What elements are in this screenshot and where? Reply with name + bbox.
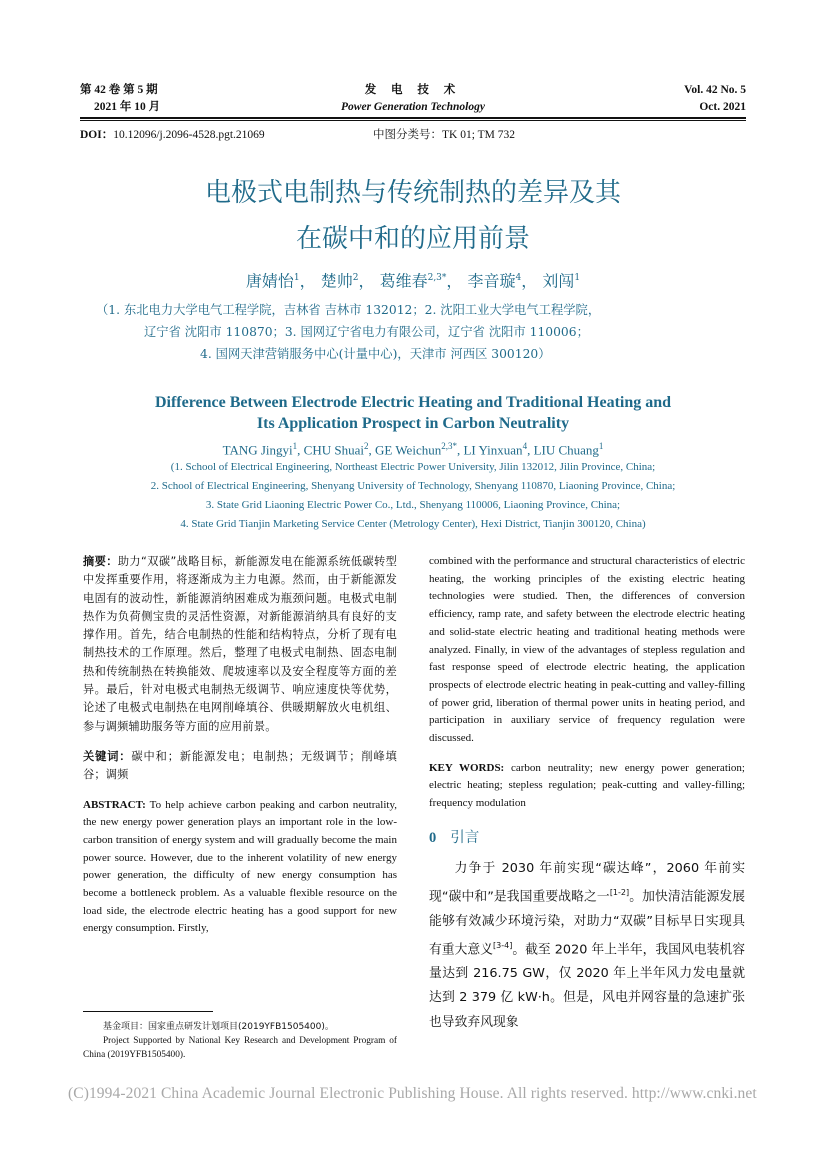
abstract-cn-label: 摘要： xyxy=(83,555,118,568)
affiliation-line: （1. 东北电力大学电气工程学院，吉林省 吉林市 132012；2. 沈阳工业大学电气工程学院， xyxy=(96,303,601,317)
header-center xyxy=(80,82,746,116)
classification-code: 中图分类号：TK 01; TM 732 xyxy=(373,129,515,141)
affiliation-line: (1. School of Electrical Engineering, Northeast Electric Power University, Jilin 132012, Jilin Province, China; xyxy=(170,461,656,473)
author-name: 楚帅 xyxy=(320,271,353,291)
keywords-cn-text: 碳中和；新能源发电；电制热；无级调节；削峰填谷；调频 xyxy=(83,749,397,782)
author-name: 刘闯 xyxy=(542,271,575,291)
abstract-cn xyxy=(83,553,397,736)
author-affil-mark: 1 xyxy=(598,441,604,451)
abstract-en-part2: combined with the performance and structural characteristics of electric heating, the working principles of the existing electric heating technologies were studied. Then, the differences of conversion efficiency, ramp rate, and safety between the electrode electric heating and solid-state electric heating and traditional heating methods were analyzed. Finally, in view of the advantages of stepless regulation and fast response speed of electrode electric heating, the application prospects of electrode electric heating in peak-cutting and valley-filling of power grid, liberation of thermal power units in heating period, and participation in auxiliary service of frequency regulation were discussed. xyxy=(429,555,745,745)
title-en xyxy=(80,392,746,434)
author-affil-mark: 2,3* xyxy=(427,273,447,283)
citation-ref[interactable]: [3-4] xyxy=(493,940,513,950)
author-name: TANG Jingyi xyxy=(222,442,293,458)
keywords-en xyxy=(429,760,745,813)
right-column xyxy=(429,553,745,1035)
keywords-cn-label: 关键词： xyxy=(83,749,132,763)
keywords-cn xyxy=(83,748,397,785)
journal-name-en: Power Generation Technology xyxy=(341,101,485,113)
affiliation-line: 辽宁省 沈阳市 110870；3. 国网辽宁省电力有限公司，辽宁省 沈阳市 110006； xyxy=(144,325,589,339)
volume-en: Vol. 42 No. 5 xyxy=(684,84,746,96)
author-name: 唐婧怡 xyxy=(245,271,294,291)
section-number: 0 xyxy=(429,829,437,846)
authors-cn: 唐婧怡$^1$， 楚帅$^2$， 葛维春$^{2,3*}$， 李音璇$^4$， 刘闯$^1$ xyxy=(245,271,581,291)
abstract-en-label: ABSTRACT: xyxy=(83,798,146,811)
author-name: CHU Shuai xyxy=(303,442,364,458)
affiliation-line: 4. State Grid Tianjin Marketing Service Center (Metrology Center), Hexi District, Tianjin 300120, China) xyxy=(180,518,646,530)
abstract-cn-text: 助力“双碳”战略目标，新能源发电在能源系统低碳转型中发挥重要作用，将逐渐成为主力电源。然而，由于新能源发电固有的波动性，新能源消纳困难成为瓶颈问题。电极式电制热作为负荷侧宝贵的灵活性资源，对新能源消纳具有良好的支撑作用。首先，结合电制热的性能和结构特点，分析了现有电制热技术的工作原理。然后，整理了电极式电制热、固态电制热和传统制热在转换能效、爬坡速率以及安全程度等方面的差异。最后，针对电极式电制热无级调节、响应速度快等优势，论述了电极式电制热在电网削峰填谷、供暖期解放火电机组、参与调频辅助服务等方面的应用前景。 xyxy=(83,555,397,733)
abstract-en-text: To help achieve carbon peaking and carbon neutrality, the new energy power generation plays an important role in the low-carbon transition of energy system and will gradually become the main power source. However, due to the inherent volatility of new energy power generation, the difficulty of new energy consumption has become a bottleneck problem. As a valuable flexible resource on the load side, the electrode electric heating has a good support for new energy consumption. Firstly, xyxy=(83,798,397,935)
intro-text: 。截至 2020 年上半年，我国风电装机容量达到 216.75 GW，仅 2020 年上半年风力发电量就达到 2 379 亿 kW·h。但是，风电并网容量的急速扩张也导致弃风现象 xyxy=(429,941,746,1030)
footnote-rule xyxy=(83,1011,213,1012)
author-name: LI Yinxuan xyxy=(463,442,523,458)
author-affil-mark: 2,3* xyxy=(441,441,457,451)
affiliations-en xyxy=(80,458,746,534)
author-affil-mark: 1 xyxy=(292,441,298,451)
author-affil-mark: 2 xyxy=(363,441,369,451)
keywords-en-text: carbon neutrality; new energy power generation; electric heating; stepless regulation; peak-cutting and valley-filling; frequency modulation xyxy=(429,761,745,810)
introduction-paragraph xyxy=(429,857,745,1035)
author-affil-mark: 2 xyxy=(352,273,359,283)
title-en-line1: Difference Between Electrode Electric Heating and Traditional Heating and xyxy=(154,394,672,411)
volume-cn: 第 42 卷 第 5 期 xyxy=(80,84,158,96)
abstract-en-part1 xyxy=(83,797,397,939)
left-column xyxy=(83,553,397,938)
keywords-en-label: KEY WORDS: xyxy=(429,761,505,774)
author-affil-mark: 4 xyxy=(515,273,522,283)
affiliation-line: 2. School of Electrical Engineering, Shenyang University of Technology, Shenyang 110870, Liaoning Province, China; xyxy=(150,480,676,492)
title-en-line2: Its Application Prospect in Carbon Neutrality xyxy=(256,415,570,432)
author-affil-mark: 1 xyxy=(574,273,581,283)
copyright-watermark: (C)1994-2021 China Academic Journal Electronic Publishing House. All rights reserved. http://www.cnki.net xyxy=(68,1085,757,1102)
header-right xyxy=(684,82,746,116)
header-rule-thin xyxy=(80,120,746,121)
affiliations-cn xyxy=(96,299,736,365)
footnote-funding-cn: 基金项目：国家重点研发计划项目(2019YFB1505400)。 xyxy=(103,1022,334,1032)
title-cn-line1: 电极式电制热与传统制热的差异及其 xyxy=(204,178,621,208)
author-name: GE Weichun xyxy=(374,442,442,458)
affiliation-line: 3. State Grid Liaoning Electric Power Co., Ltd., Shenyang 110006, Liaoning Province, China; xyxy=(205,499,621,511)
running-header xyxy=(80,82,746,116)
title-cn xyxy=(80,170,746,262)
date-en: Oct. 2021 xyxy=(699,101,746,113)
doi-label: DOI： xyxy=(80,129,114,141)
doi xyxy=(80,126,265,142)
authors-en: TANG Jingyi$^1$, CHU Shuai$^2$, GE Weichun$^{2,3*}$, LI Yinxuan$^4$, LIU Chuang$^1$ xyxy=(222,441,604,458)
date-cn: 2021 年 10 月 xyxy=(94,101,161,113)
author-name: 李音璇 xyxy=(467,271,516,291)
footnote xyxy=(83,1020,397,1062)
doi-value[interactable]: 10.12096/j.2096-4528.pgt.21069 xyxy=(113,129,265,141)
author-name: 葛维春 xyxy=(379,271,428,291)
author-name: LIU Chuang xyxy=(533,442,599,458)
author-affil-mark: 4 xyxy=(522,441,528,451)
header-rule-thick xyxy=(80,117,746,119)
intro-text: 力争于 2030 年前实现“碳达峰”，2060 年前实现“碳中和”是我国重要战略之一 xyxy=(429,860,745,905)
section-title: 引言 xyxy=(450,829,480,846)
intro-text: 。加快清洁能源发展能够有效减少环境污染，对助力“双碳”目标早日实现具有重大意义 xyxy=(429,889,746,957)
author-affil-mark: 1 xyxy=(293,273,300,283)
section-heading-introduction xyxy=(429,829,745,847)
journal-name-cn: 发 电 技 术 xyxy=(364,84,462,96)
title-cn-line2: 在碳中和的应用前景 xyxy=(295,224,530,254)
citation-ref[interactable]: [1-2] xyxy=(609,888,630,898)
footnote-funding-en: Project Supported by National Key Research and Development Program of China (2019YFB1505400). xyxy=(83,1036,397,1060)
affiliation-line: 4. 国网天津营销服务中心(计量中心)，天津市 河西区 300120） xyxy=(200,347,551,361)
